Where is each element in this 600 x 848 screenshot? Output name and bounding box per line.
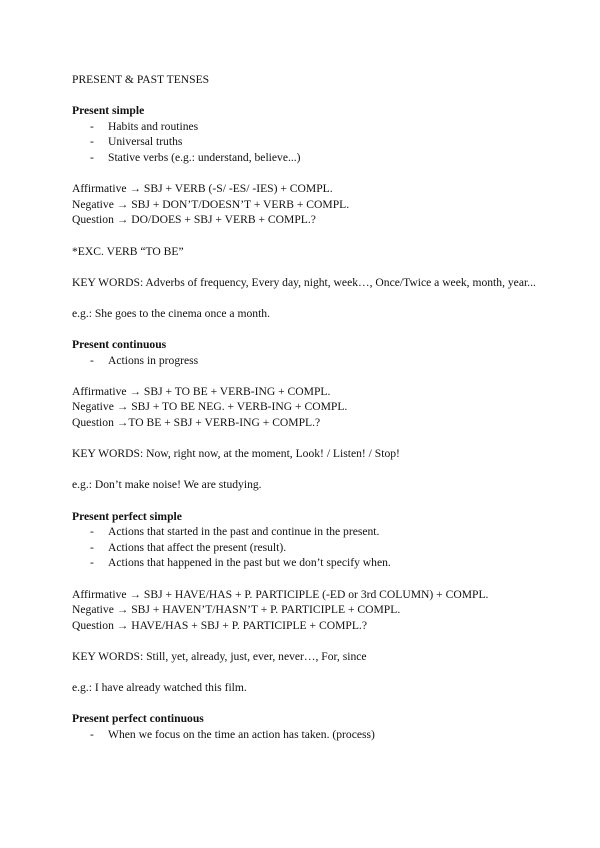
key-words: KEY WORDS: Now, right now, at the moment, Look! / Listen! / Stop! [72, 447, 400, 461]
bullet-item: - Actions that affect the present (result). [90, 540, 287, 554]
bullet-marker: - [90, 727, 94, 741]
formula-negative: Negative → SBJ + TO BE NEG. + VERB-ING + COMPL. [72, 400, 348, 414]
section-heading-present-simple: Present simple [72, 104, 145, 118]
example-sentence: e.g.: I have already watched this film. [72, 681, 247, 695]
bullet-marker: - [90, 119, 94, 133]
formula-question: Question → HAVE/HAS + SBJ + P. PARTICIPLE + COMPL.? [72, 618, 367, 632]
bullet-item: - Actions in progress [90, 353, 199, 367]
formula-affirmative: Affirmative → SBJ + HAVE/HAS + P. PARTICIPLE (-ED or 3rd COLUMN) + COMPL. [72, 587, 489, 601]
example-sentence: e.g.: She goes to the cinema once a month. [72, 306, 271, 320]
exception-note: *EXC. VERB “TO BE” [72, 244, 184, 258]
formula-negative: Negative → SBJ + DON’T/DOESN’T + VERB + COMPL. [72, 197, 350, 211]
document-page [72, 72, 542, 743]
bullet-marker: - [90, 525, 94, 539]
section-heading-present-continuous: Present continuous [72, 338, 167, 352]
formula-affirmative: Affirmative → SBJ + VERB (-S/ -ES/ -IES) + COMPL. [72, 182, 333, 196]
bullet-item: - Habits and routines [90, 119, 199, 133]
bullet-marker: - [90, 353, 94, 367]
bullet-marker: - [90, 150, 94, 164]
example-sentence: e.g.: Don’t make noise! We are studying. [72, 478, 262, 492]
bullet-marker: - [90, 135, 94, 149]
section-heading-present-perfect-simple: Present perfect simple [72, 509, 182, 523]
document-title: PRESENT & PAST TENSES [72, 73, 210, 86]
bullet-item: - Actions that started in the past and continue in the present. [90, 525, 380, 539]
key-words: KEY WORDS: Still, yet, already, just, ever, never…, For, since [72, 649, 367, 663]
bullet-item: - When we focus on the time an action has taken. (process) [90, 727, 375, 741]
bullet-item: - Actions that happened in the past but we don’t specify when. [90, 556, 391, 570]
bullet-item: - Stative verbs (e.g.: understand, believe...) [90, 150, 301, 164]
formula-question: Question →TO BE + SBJ + VERB-ING + COMPL.? [72, 416, 321, 430]
formula-negative: Negative → SBJ + HAVEN’T/HASN’T + P. PARTICIPLE + COMPL. [72, 603, 401, 617]
formula-affirmative: Affirmative → SBJ + TO BE + VERB-ING + COMPL. [72, 384, 331, 398]
formula-question: Question → DO/DOES + SBJ + VERB + COMPL.? [72, 213, 316, 227]
section-heading-present-perfect-continuous: Present perfect continuous [72, 712, 204, 726]
bullet-marker: - [90, 540, 94, 554]
key-words: KEY WORDS: Adverbs of frequency, Every day, night, week…, Once/Twice a week, month, year... [72, 275, 536, 289]
bullet-item: - Universal truths [90, 135, 183, 149]
bullet-marker: - [90, 556, 94, 570]
